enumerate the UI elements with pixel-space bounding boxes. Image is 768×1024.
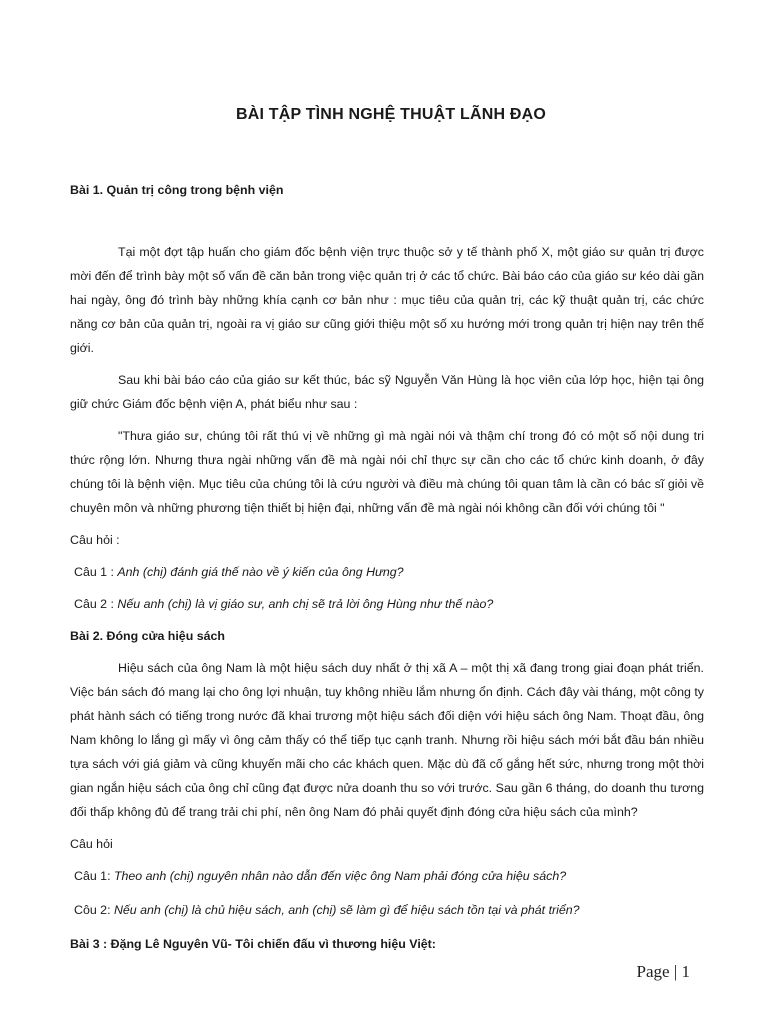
bai1-paragraph-1: Tại một đợt tập huấn cho giám đốc bệnh viện trực thuộc sở y tế thành phố X, một giáo sư quản trị được mời đến để trình bày một số vấn đề căn bản trong việc quản trị ở các tổ chức. Bài báo cáo của giáo sư kéo dài gần hai ngày, ông đó trình bày những khía cạnh cơ bản như : mục tiêu của quản trị, các kỹ thuật quản trị, các chức năng cơ bản của quản trị, ngoài ra vị giáo sư cũng giới thiệu một số xu hướng mới trong quản trị hiện nay trên thế giới. xyxy=(70,245,704,355)
bai2-questions-label: Câu hỏi xyxy=(70,837,113,851)
document-title: BÀI TẬP TÌNH NGHỆ THUẬT LÃNH ĐẠO xyxy=(235,106,547,123)
document-body xyxy=(70,178,704,956)
bai1-paragraph-3: "Thưa giáo sư, chúng tôi rất thú vị về những gì mà ngài nói và thậm chí trong đó có một số nội dung tri thức rộng lớn. Nhưng thưa ngài những vấn đề mà ngài nói chỉ thực sự cần cho các tổ chức kinh doanh, ở đây chúng tôi là bệnh viện. Mục tiêu của chúng tôi là cứu người và điều mà chúng tôi quan tâm là cần có bác sĩ giỏi về chuyên môn và những phương tiện thiết bị hiện đại, những vấn đề mà ngài nói không cần đối với chúng tôi " xyxy=(70,429,704,515)
bai1-question-2 xyxy=(70,592,704,616)
question-text: Nếu anh (chị) là chủ hiệu sách, anh (chị) sẽ làm gì để hiệu sách tồn tại và phát triển? xyxy=(113,903,580,917)
page-number: Page | 1 xyxy=(636,962,690,981)
question-prefix: Câu 1 : xyxy=(74,565,118,579)
bai2-question-1 xyxy=(70,864,704,888)
question-prefix: Câu 2 : xyxy=(74,597,118,611)
bai3-heading: Bài 3 : Đặng Lê Nguyên Vũ- Tôi chiến đấu vì thương hiệu Việt: xyxy=(70,937,436,951)
bai2-question-2 xyxy=(70,898,704,922)
question-prefix: Câu 1: xyxy=(74,869,114,883)
bai1-questions-label: Câu hỏi : xyxy=(70,533,120,547)
question-text: Anh (chị) đánh giá thế nào về ý kiến của ông Hưng? xyxy=(117,565,404,579)
bai1-question-1 xyxy=(70,560,704,584)
bai1-paragraph-2: Sau khi bài báo cáo của giáo sư kết thúc, bác sỹ Nguyễn Văn Hùng là học viên của lớp học, hiện tại ông giữ chức Giám đốc bệnh viện A, phát biểu như sau : xyxy=(70,373,704,411)
question-prefix: Côu 2: xyxy=(74,903,114,917)
bai1-heading: Bài 1. Quản trị công trong bệnh viện xyxy=(70,183,284,197)
bai2-paragraph-1: Hiệu sách của ông Nam là một hiệu sách duy nhất ở thị xã A – một thị xã đang trong giai đoạn phát triển. Việc bán sách đó mang lại cho ông lợi nhuận, tuy không nhiều lắm nhưng ổn định. Cách đây vài tháng, một công ty phát hành sách có tiếng trong nước đã khai trương một hiệu sách đối diện với hiệu sách ông Nam. Thoạt đầu, ông Nam không lo lắng gì mấy vì ông cảm thấy có thể tiếp tục cạnh tranh. Nhưng rồi hiệu sách mới bắt đầu bán nhiều tựa sách với giá giảm và cũng khuyến mãi cho các khách quen. Mặc dù đã cố gắng hết sức, nhưng trong một thời gian ngắn hiệu sách của ông chỉ cũng đạt được nửa doanh thu so với trước. Sau gần 6 tháng, do doanh thu tương đối thấp không đủ để trang trải chi phí, nên ông Nam đó phải quyết định đóng cửa hiệu sách của mình? xyxy=(70,661,704,819)
question-text: Theo anh (chị) nguyên nhân nào dẫn đến việc ông Nam phải đóng cửa hiệu sách? xyxy=(113,869,567,883)
question-text: Nếu anh (chị) là vị giáo sư, anh chị sẽ trả lời ông Hùng như thế nào? xyxy=(117,597,494,611)
bai2-heading: Bài 2. Đóng cửa hiệu sách xyxy=(70,629,225,643)
